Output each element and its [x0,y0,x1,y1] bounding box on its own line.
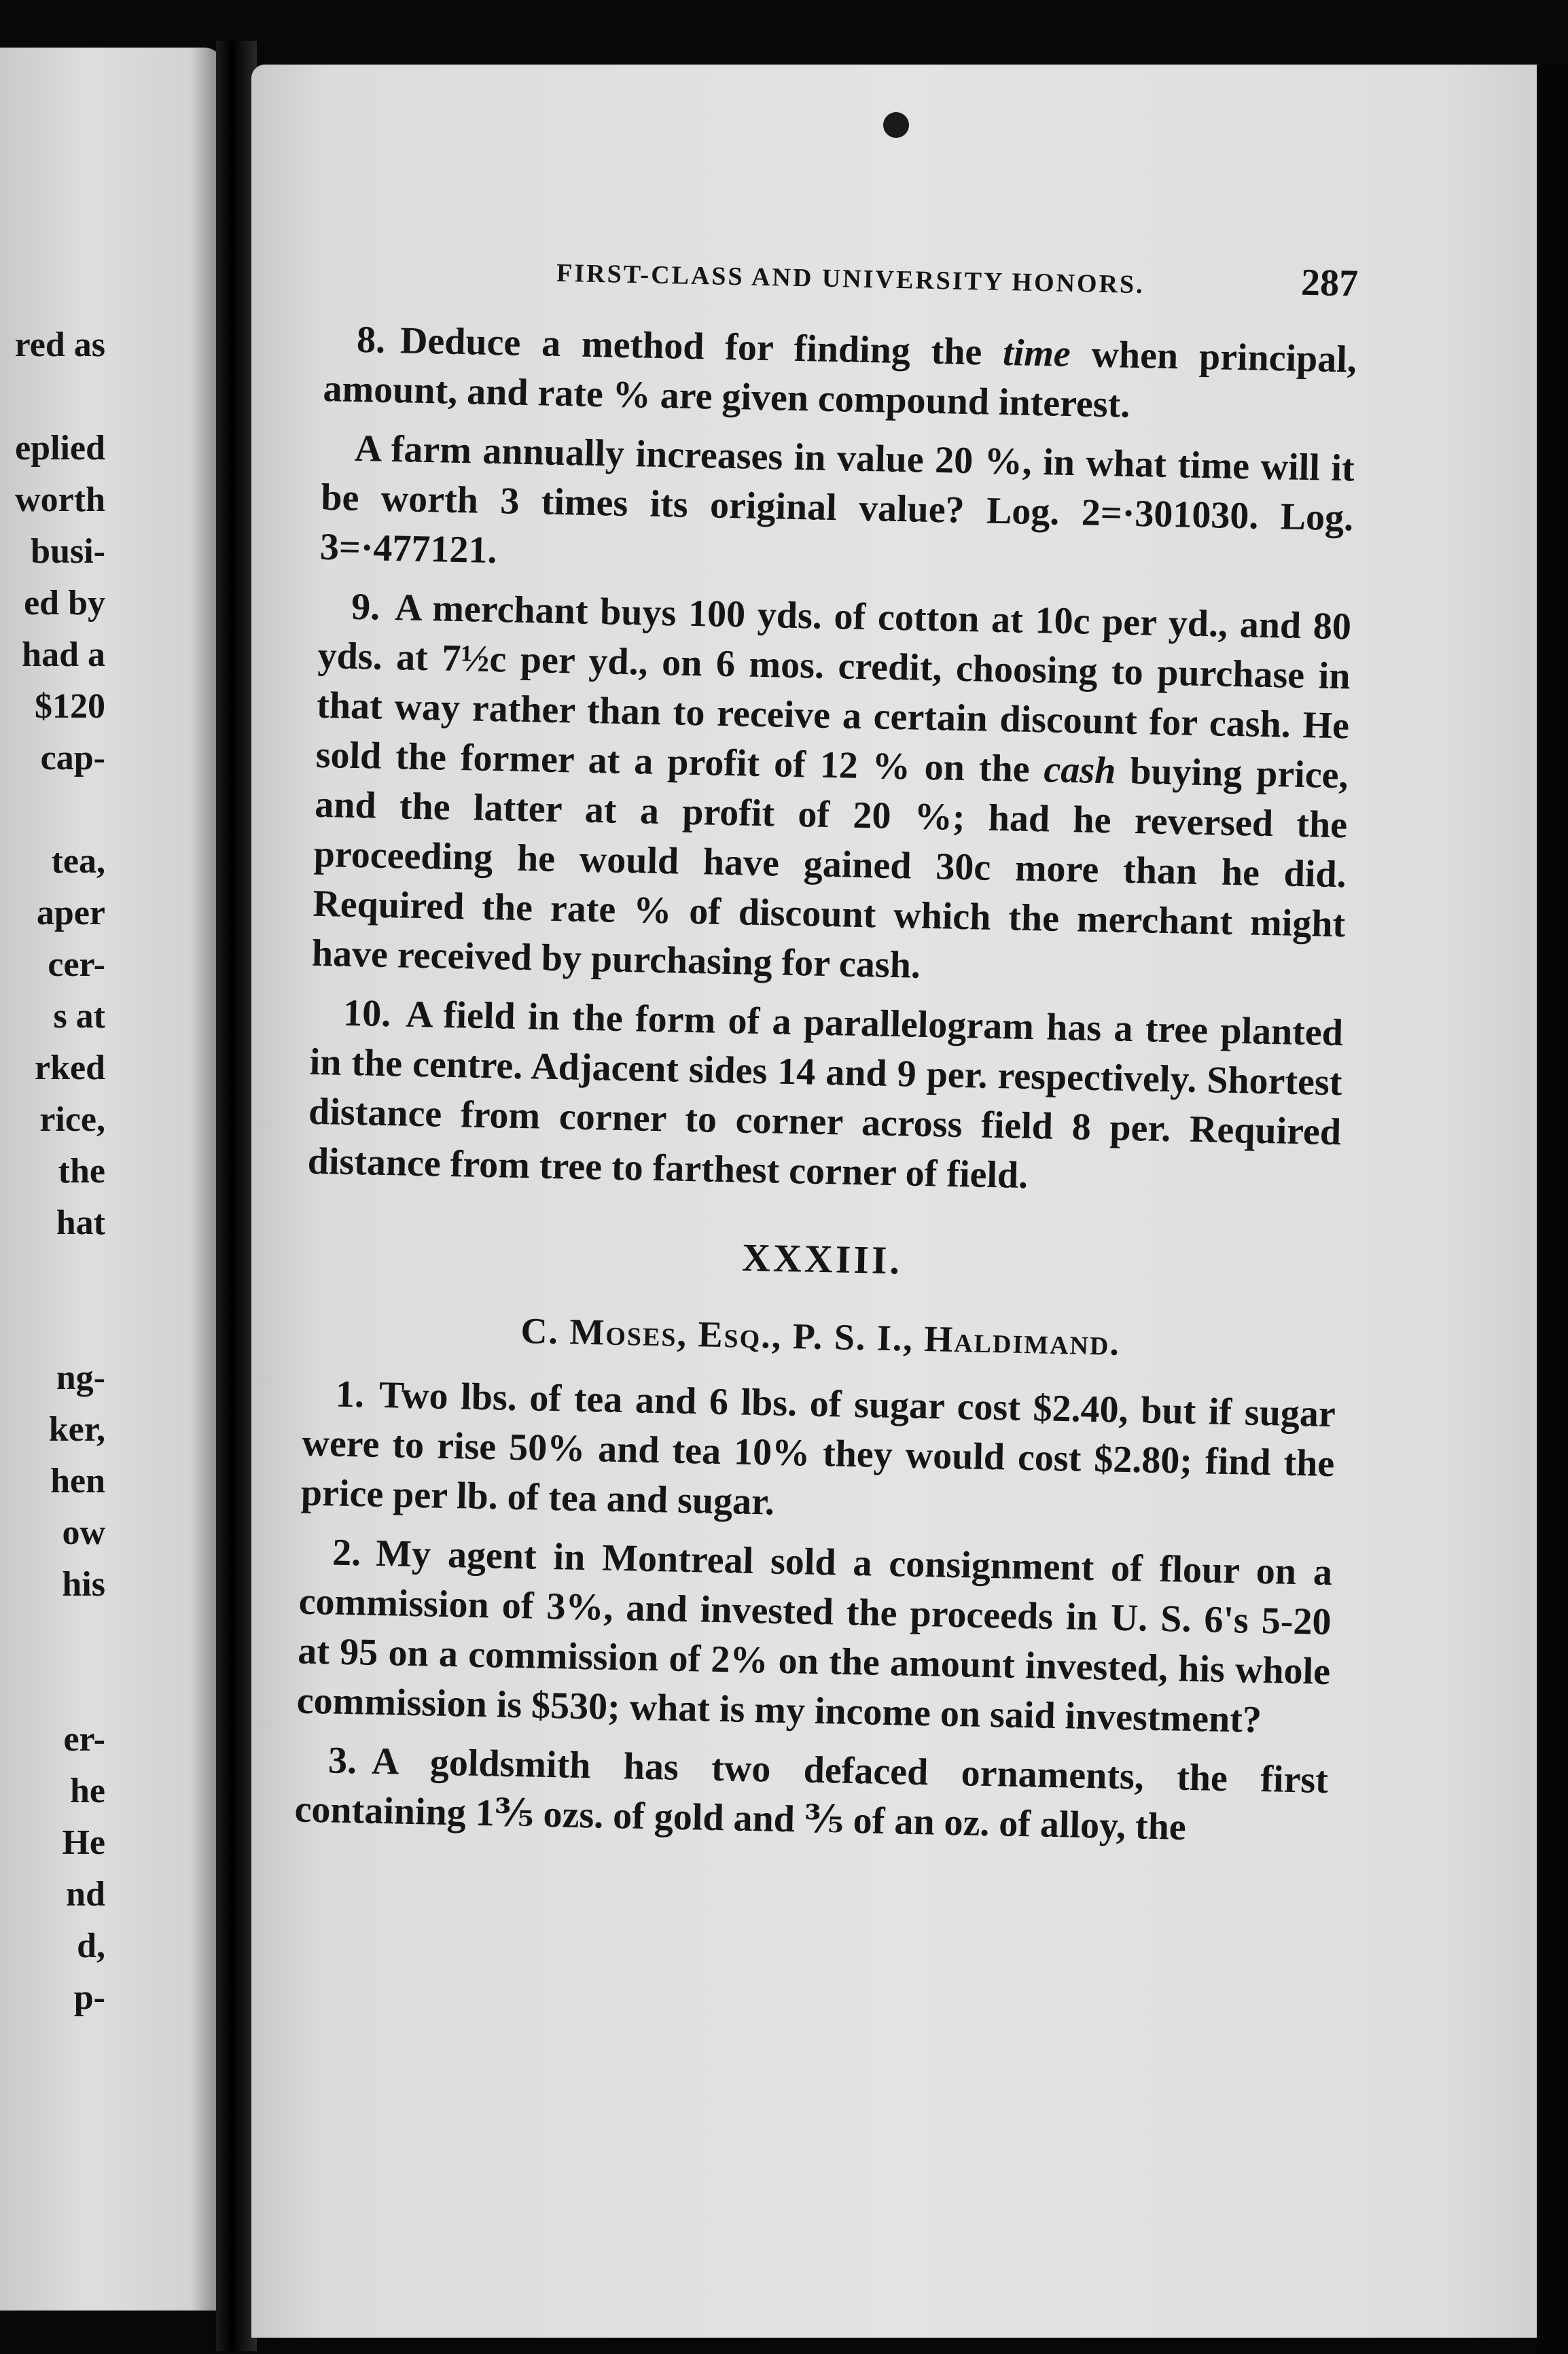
previous-page-line: worth [15,480,105,519]
previous-page-line [0,1249,105,1301]
previous-page-line: red as [14,326,105,364]
previous-page-text [0,319,105,2024]
previous-page-line [0,1662,105,1714]
previous-page-line: hat [56,1204,105,1242]
examiner-line: C. Moses, Esq., P. S. I., Haldimand. [520,1310,1121,1363]
previous-page-line: cap- [40,739,105,777]
previous-page-line: had a [22,635,105,674]
previous-page-line: aper [36,894,105,932]
previous-page-line: ker, [48,1410,105,1449]
previous-page-line: d, [77,1927,105,1965]
previous-page-line: the [58,1152,105,1191]
section-heading: XXXIII. [741,1235,903,1283]
question-9: 9. A merchant buys 100 yds. of cotton at 10c per yd., and 80 yds. at 7½c per yd., on 6 mos. credit, choosing to purchase in that way rather than to receive a certain discount for cash. He sold the former at a profit of 12 % on the cash buying price, and the latter at a profit of 20 %; had he reversed the proceeding he would have gained 30c more than he did. Required the rate % of discount which the merchant might have received by purchasing for cash. [311,585,1352,987]
previous-page-line: he [70,1772,105,1810]
question-8: 8. Deduce a method for finding the time when principal, amount, and rate % are given compound interest. [323,318,1357,426]
ink-dot [883,112,909,138]
previous-page-line: his [62,1565,105,1604]
previous-page-line: eplied [15,429,105,468]
book-gutter [216,41,257,2351]
previous-page-line [0,371,105,423]
previous-page-line: er- [63,1720,105,1759]
question-number: 9. [351,585,380,629]
previous-page-line [0,784,105,836]
previous-page-line: rked [35,1049,105,1087]
previous-page-line: cer- [48,945,105,984]
question-number: 3. [327,1739,357,1782]
question-2: 2. My agent in Montreal sold a consignment of flour on a commission of 3%, and invested the proceeds in U. S. 6's 5-20 at 95 on a commission of 2% on the amount invested, his whole commission is $530; what is my income on said investment? [296,1531,1333,1742]
previous-page-line [0,1611,105,1662]
page-edge [1537,65,1568,2354]
previous-page-line: tea, [51,842,105,881]
previous-page-line: nd [66,1875,105,1914]
page-text [294,241,1359,1865]
previous-page-line: p- [73,1978,105,2017]
question-3: 3. A goldsmith has two defaced ornaments, the first containing 1⅗ ozs. of gold and ⅗ of an oz. of alloy, the [294,1739,1329,1848]
previous-page-line: hen [50,1462,105,1500]
running-head-title: FIRST-CLASS AND UNIVERSITY HONORS. [556,258,1145,300]
previous-page-line: rice, [39,1100,105,1139]
previous-page-line: ed by [24,584,105,622]
question-1: 1. Two lbs. of tea and 6 lbs. of sugar cost $2.40, but if sugar were to rise 50% and tea 10% they would cost $2.80; find the price per lb. of tea and sugar. [300,1373,1336,1524]
question-number: 2. [332,1531,361,1575]
previous-page-line: busi- [31,532,105,571]
previous-page-line: ng- [56,1358,105,1397]
page-number: 287 [1300,261,1359,305]
question-number: 10. [342,991,391,1036]
previous-page-line: $120 [35,687,105,726]
previous-page-line: ow [62,1513,105,1552]
question-8-part-2: A farm annually increases in value 20 %, in what time will it be worth 3 times its original value? Log. 2=·301030. Log. 3=·477121. [319,427,1355,572]
previous-page-line: He [62,1823,105,1862]
previous-page-line: s at [53,997,105,1036]
previous-page-line [0,1301,105,1352]
question-number: 1. [335,1373,365,1416]
question-10: 10. A field in the form of a parallelogram has a tree planted in the centre. Adjacent sides 14 and 9 per. respectively. Shortest distance from corner to corner across field 8 per. Required distance from tree to farthest corner of field. [307,991,1344,1197]
question-number: 8. [356,318,386,362]
